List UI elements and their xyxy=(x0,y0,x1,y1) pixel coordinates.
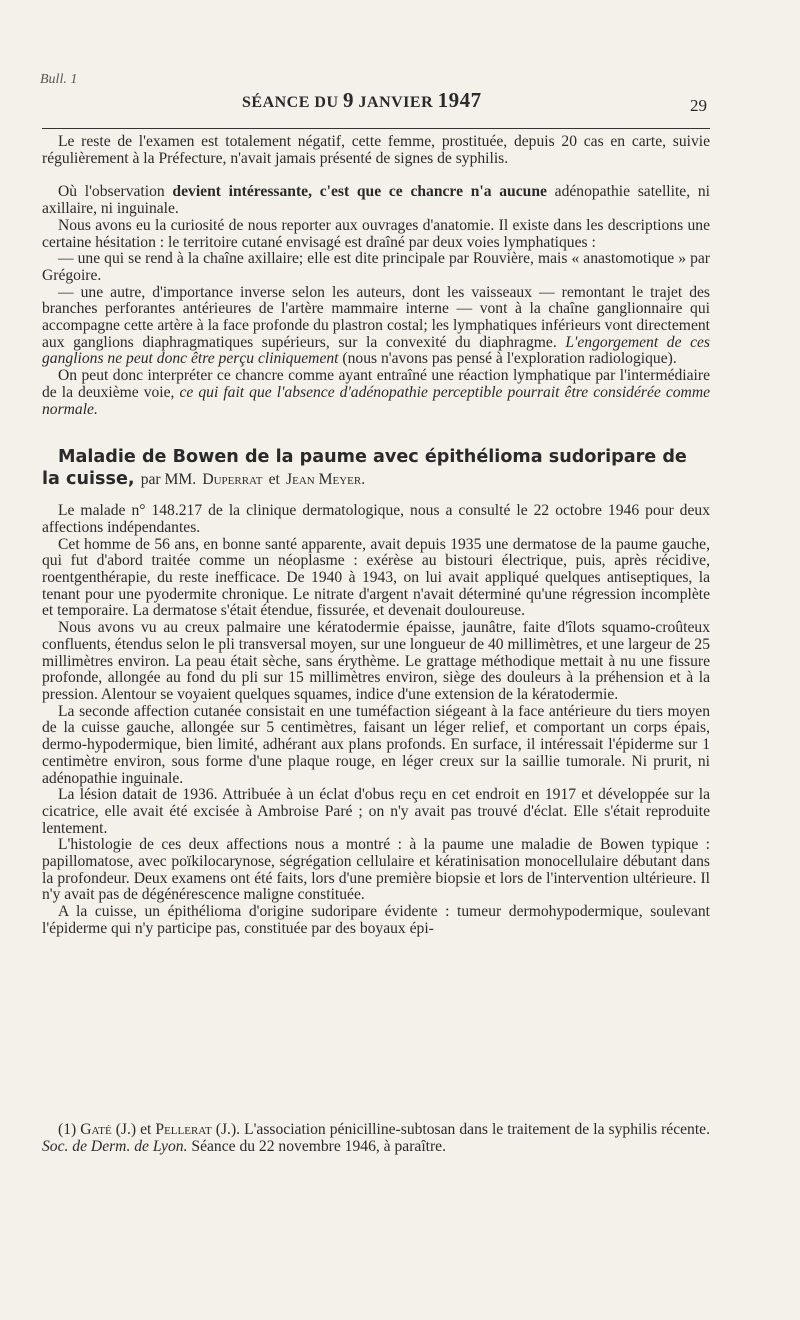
footnote-author: Gaté xyxy=(80,1121,112,1138)
italic-span: ce qui fait que l'absence d'adénopathie perceptible pourrait être considérée comme normale. xyxy=(42,383,710,418)
paragraph: — une qui se rend à la chaîne axillaire; elle est dite principale par Rouvière, mais « anastomotique » par Grégoire. xyxy=(42,250,710,284)
footnote-number: (1) xyxy=(58,1121,77,1138)
paragraph: La lésion datait de 1936. Attribuée à un éclat d'obus reçu en cet endroit en 1917 et développée sur la cicatrice, elle avait été excisée à Ambroise Paré ; on n'y avait pas trouvé d'éclat. Elle s'était reproduite lentement. xyxy=(42,786,710,837)
footnote xyxy=(42,1122,710,1156)
author-name: Duperrat xyxy=(202,471,263,489)
paragraph: Cet homme de 56 ans, en bonne santé apparente, avait depuis 1935 une dermatose de la paume gauche, qui fut d'abord traitée comme un néoplasme : exérèse au bistouri électrique, puis, après récidive, roentgenthérapie, du reste inefficace. De 1940 à 1943, on lui avait appliqué quelques antiseptiques, la tenant pour une pyodermite chronique. Le nitrate d'argent n'avait déterminé qu'une régression incomplète et temporaire. La dermatose s'était étendue, fissurée, et devenait douloureuse. xyxy=(42,535,710,620)
paragraph: A la cuisse, un épithélioma d'origine sudoripare évidente : tumeur dermohypodermique, soulevant l'épiderme qui n'y participe pas, constituée par des boyaux épi- xyxy=(42,903,710,937)
footnote-author: Pellerat xyxy=(155,1121,212,1138)
author-conjunction: et xyxy=(268,471,280,489)
paragraph: Nous avons vu au creux palmaire une kératodermie épaisse, jaunâtre, faite d'îlots squamo-croûteux confluents, étendus selon le pli transversal moyen, sur une longueur de 40 millimètres, et une largeur de 25 millimètres environ. La peau était sèche, sans érythème. Le grattage méthodique mettait à nu une fissure profonde, allongée au fond du pli sur 15 millimètres environ, siège des douleurs à la préhension et à la pression. Alentour se voyaient quelques squames, indice d'une extension de la kératodermie. xyxy=(42,619,710,703)
author-prefix: par MM. xyxy=(140,471,197,489)
running-head-year: 1947 xyxy=(437,88,482,112)
emphasis-span: devient intéressante, c'est que ce chancre n'a aucune xyxy=(172,183,547,201)
text-span: (nous n'avons pas pensé à l'exploration radiologique). xyxy=(342,350,677,368)
text-span: adénopathie satellite, ni axillaire, ni inguinale. xyxy=(42,183,710,218)
paragraph: Le malade n° 148.217 de la clinique dermatologique, nous a consulté le 22 octobre 1946 pour deux affections indépendantes. xyxy=(42,502,710,536)
running-head-month: JANVIER xyxy=(358,94,434,111)
italic-span: L'engorgement de ces ganglions ne peut donc être perçu cliniquement xyxy=(42,333,710,368)
footnote-journal: Soc. de Derm. de Lyon. xyxy=(42,1137,188,1155)
text-span: On peut donc interpréter ce chancre comme ayant entraîné une réaction lymphatique par l'intermédiaire de la deuxième voie, xyxy=(42,367,710,401)
paragraph xyxy=(42,184,710,217)
paragraph xyxy=(42,368,710,418)
text-span: Où l'observation xyxy=(58,183,165,201)
footnote-text xyxy=(42,1122,710,1156)
title-text: Maladie de Bowen de la paume avec épithélioma sudoripare de la cuisse, xyxy=(42,447,687,490)
paragraph: La seconde affection cutanée consistait en une tuméfaction siégeant à la face antérieure du tiers moyen de la cuisse gauche, allongée sur 5 centimètres, faisant un léger relief, et comportant un corps épais, dermo-hypodermique, bien limité, adhérant aux plans profonds. En surface, il intéressait l'épiderme sur 1 centimètre environ, sous forme d'une plaque rouge, en léger creux sur la saillie tumorale. Ni prurit, ni adénopathie inguinale. xyxy=(42,702,710,787)
paragraph: Nous avons eu la curiosité de nous reporter aux ouvrages d'anatomie. Il existe dans les descriptions une certaine hésitation : le territoire cutané envisagé est draîné par deux voies lymphatiques : xyxy=(42,216,710,251)
paragraph: Le reste de l'examen est totalement négatif, cette femme, prostituée, depuis 20 cas en carte, suivie régulièrement à la Préfecture, n'avait jamais présenté de signes de syphilis. xyxy=(42,133,710,167)
running-head xyxy=(242,88,482,113)
paragraph xyxy=(42,285,710,369)
running-head-seance: SÉANCE DU xyxy=(242,94,339,111)
running-head-day: 9 xyxy=(343,88,355,112)
text-span: (J.) et xyxy=(115,1121,152,1138)
text-span: Séance du 22 novembre 1946, à paraître. xyxy=(191,1137,446,1155)
bulletin-mark: Bull. 1 xyxy=(40,72,78,87)
author-name: Jean Meyer. xyxy=(286,471,366,489)
paragraph: L'histologie de ces deux affections nous a montré : à la paume une maladie de Bowen typique : papillomatose, avec poïkilocarynose, ségrégation cellulaire et kératinisation monocellulaire débutant dans la profondeur. Deux examens ont été faits, lors d'une première biopsie et lors de l'intervention ultérieure. Il n'y avait pas de dégénérescence maligne constituée. xyxy=(42,836,710,904)
text-span: (J.). L'association pénicilline-subtosan dans le traitement de la syphilis récente. xyxy=(215,1121,711,1138)
text-span: — une autre, d'importance inverse selon les auteurs, dont les vaisseaux — remontant le trajet des branches perforantes antérieures de l'artère mammaire interne — vont à la chaîne ganglionnaire qui accompagne cette artère à la face profonde du plastron costal; les lymphatiques inférieurs vont directement aux ganglions diaphragmatiques supérieurs, sur la convexité du diaphragme. xyxy=(42,283,710,351)
main-text xyxy=(42,134,710,938)
page-number: 29 xyxy=(690,96,707,115)
article-title xyxy=(42,446,710,491)
header-rule xyxy=(42,128,710,129)
